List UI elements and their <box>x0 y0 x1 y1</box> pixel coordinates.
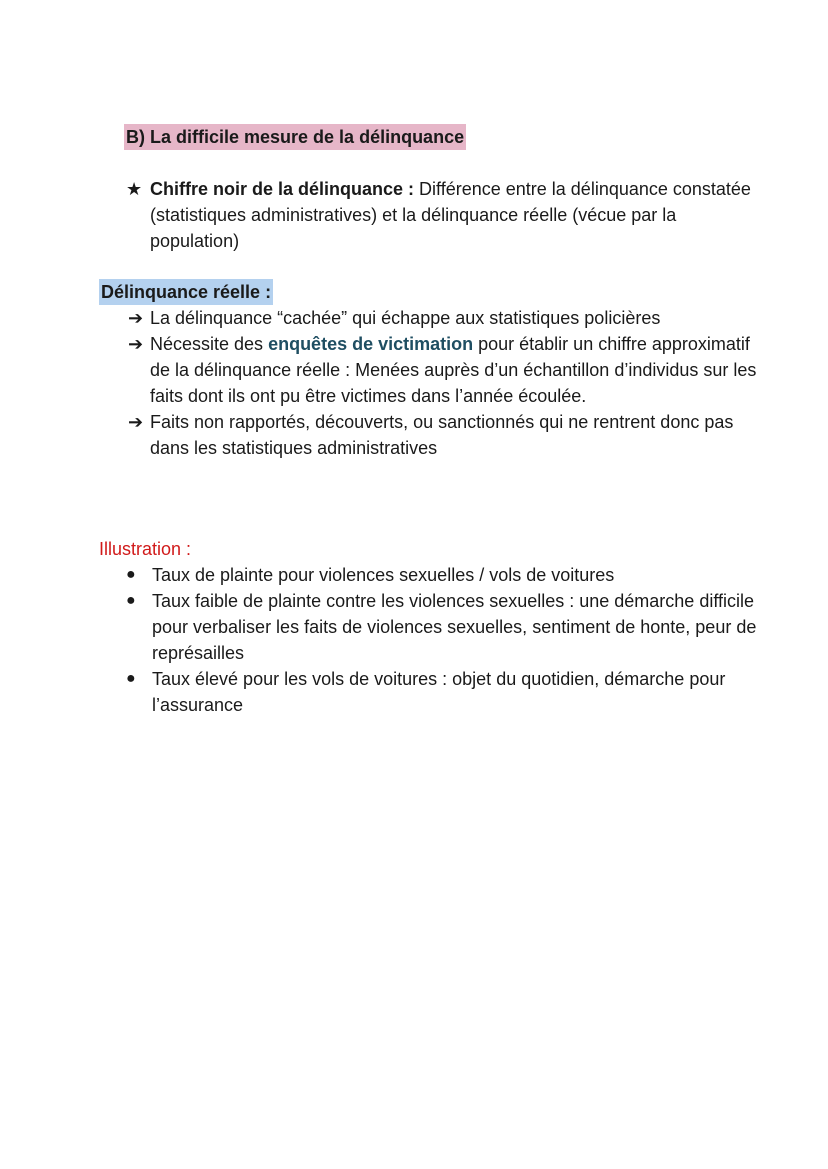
definition-text <box>150 176 766 254</box>
star-icon: ★ <box>126 179 143 199</box>
delinquance-reelle-title: Délinquance réelle : <box>99 279 273 305</box>
list-item <box>128 409 768 461</box>
illustration-title: Illustration : <box>99 539 192 559</box>
text-before: Nécessite des <box>150 334 269 354</box>
bullet-icon: ● <box>126 670 136 687</box>
delinquance-reelle-list <box>128 305 768 461</box>
bullet-icon: ● <box>126 592 136 609</box>
list-item <box>124 562 764 588</box>
text-after: pour établir un chiffre approximatif de la délinquance réelle : Menées auprès d’un échantillon d’individus sur les faits dont ils ont pu être victimes dans l’année écoulée. <box>150 334 757 406</box>
list-item-text <box>150 331 768 409</box>
arrow-icon: ➔ <box>128 412 144 432</box>
definition-body: Différence entre la délinquance constatée (statistiques administratives) et la délinquance réelle (vécue par la population) <box>150 179 751 251</box>
list-item-text: Faits non rapportés, découverts, ou sanctionnés qui ne rentrent donc pas dans les statistiques administratives <box>150 412 734 458</box>
definition-term: Chiffre noir de la délinquance : <box>150 179 415 199</box>
list-item <box>128 305 768 331</box>
illustration-list <box>124 562 764 718</box>
list-item-text: Taux élevé pour les vols de voitures : objet du quotidien, démarche pour l’assurance <box>152 669 726 715</box>
arrow-icon: ➔ <box>128 334 144 354</box>
chiffre-noir-definition <box>126 176 766 254</box>
list-item-text: Taux de plainte pour violences sexuelles / vols de voitures <box>152 565 615 585</box>
keyword-enquetes-victimation: enquêtes de victimation <box>268 334 474 354</box>
list-item <box>124 588 764 666</box>
list-item <box>128 331 768 409</box>
list-item-text: Taux faible de plainte contre les violences sexuelles : une démarche difficile pour verbaliser les faits de violences sexuelles, sentiment de honte, peur de représailles <box>152 591 757 663</box>
bullet-icon: ● <box>126 566 136 583</box>
section-heading: B) La difficile mesure de la délinquance <box>124 124 466 150</box>
list-item <box>124 666 764 718</box>
arrow-icon: ➔ <box>128 308 144 328</box>
list-item-text: La délinquance “cachée” qui échappe aux statistiques policières <box>150 308 661 328</box>
